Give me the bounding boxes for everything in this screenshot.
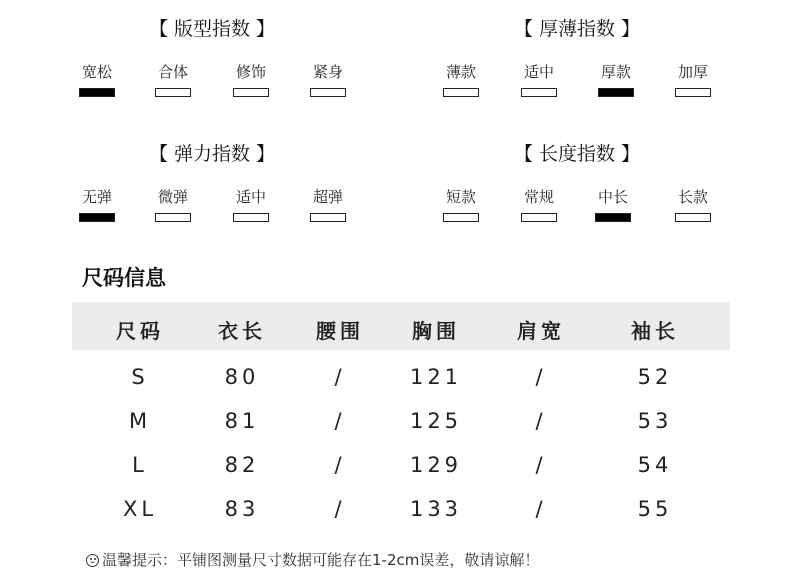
table-cell: L xyxy=(132,453,148,477)
option-label: 短款 xyxy=(445,188,476,206)
index-option-length xyxy=(594,187,632,222)
option-label: 微弹 xyxy=(157,188,188,206)
index-title-length: 【 长度指数 】 xyxy=(513,143,641,165)
option-label: 无弹 xyxy=(81,188,112,206)
option-indicator xyxy=(155,88,191,97)
option-label: 加厚 xyxy=(677,63,708,81)
option-indicator xyxy=(443,88,479,97)
table-cell: 83 xyxy=(224,497,260,521)
table-cell: 129 xyxy=(409,453,463,477)
column-header: 衣长 xyxy=(218,319,266,343)
option-indicator xyxy=(233,88,269,97)
index-option-elasticity xyxy=(309,187,347,222)
option-label: 适中 xyxy=(235,188,266,206)
option-indicator xyxy=(155,213,191,222)
table-cell: / xyxy=(334,453,346,477)
index-option-thickness xyxy=(597,62,635,97)
column-header: 袖长 xyxy=(631,319,679,343)
table-cell: 133 xyxy=(409,497,463,521)
index-option-fit xyxy=(154,62,192,97)
note-text: 温馨提示：平铺图测量尺寸数据可能存在1-2cm误差，敬请谅解！ xyxy=(102,551,540,569)
column-header: 腰围 xyxy=(316,319,364,343)
table-cell: 121 xyxy=(409,365,463,389)
table-cell: / xyxy=(535,453,547,477)
table-cell: 125 xyxy=(409,409,463,433)
option-indicator xyxy=(310,88,346,97)
index-option-length xyxy=(674,187,712,222)
option-indicator-selected xyxy=(79,213,115,222)
option-indicator-selected xyxy=(595,213,631,222)
option-label: 常规 xyxy=(523,188,554,206)
table-cell: 52 xyxy=(637,365,673,389)
index-option-elasticity xyxy=(232,187,270,222)
option-indicator xyxy=(443,213,479,222)
index-option-thickness xyxy=(520,62,558,97)
option-label: 长款 xyxy=(677,188,708,206)
option-indicator xyxy=(675,213,711,222)
option-label: 合体 xyxy=(157,63,188,81)
column-header: 尺码 xyxy=(116,319,164,343)
table-cell: M xyxy=(128,409,152,433)
index-title-thickness: 【 厚薄指数 】 xyxy=(513,18,641,40)
table-cell: / xyxy=(535,365,547,389)
index-option-fit xyxy=(232,62,270,97)
option-indicator xyxy=(233,213,269,222)
option-indicator xyxy=(310,213,346,222)
table-cell: XL xyxy=(122,497,158,521)
option-label: 薄款 xyxy=(445,63,476,81)
table-cell: 80 xyxy=(224,365,260,389)
index-option-thickness xyxy=(442,62,480,97)
option-indicator xyxy=(675,88,711,97)
column-header: 胸围 xyxy=(412,319,460,343)
table-cell: 82 xyxy=(224,453,260,477)
table-cell: 54 xyxy=(637,453,673,477)
table-cell: / xyxy=(334,409,346,433)
table-cell: 53 xyxy=(637,409,673,433)
option-label: 厚款 xyxy=(600,63,631,81)
index-option-length xyxy=(520,187,558,222)
option-label: 宽松 xyxy=(81,63,112,81)
option-label: 修饰 xyxy=(235,63,266,81)
index-option-elasticity xyxy=(78,187,116,222)
table-cell: 81 xyxy=(224,409,260,433)
index-option-length xyxy=(442,187,480,222)
option-indicator xyxy=(521,213,557,222)
table-cell: 55 xyxy=(637,497,673,521)
index-option-elasticity xyxy=(154,187,192,222)
option-label: 超弹 xyxy=(312,188,343,206)
index-option-fit xyxy=(78,62,116,97)
option-indicator-selected xyxy=(598,88,634,97)
table-cell: / xyxy=(535,497,547,521)
index-title-elasticity: 【 弹力指数 】 xyxy=(148,143,276,165)
size-info-title: 尺码信息 xyxy=(82,266,166,290)
index-title-fit: 【 版型指数 】 xyxy=(148,18,276,40)
table-cell: / xyxy=(334,365,346,389)
option-label: 中长 xyxy=(597,188,628,206)
table-cell: / xyxy=(334,497,346,521)
option-indicator xyxy=(521,88,557,97)
measurement-note xyxy=(86,549,539,570)
option-label: 适中 xyxy=(523,63,554,81)
option-indicator-selected xyxy=(79,88,115,97)
index-option-thickness xyxy=(674,62,712,97)
column-header: 肩宽 xyxy=(517,319,565,343)
table-cell: / xyxy=(535,409,547,433)
smile-icon xyxy=(86,554,99,567)
option-label: 紧身 xyxy=(312,63,343,81)
table-cell: S xyxy=(131,365,149,389)
index-option-fit xyxy=(309,62,347,97)
